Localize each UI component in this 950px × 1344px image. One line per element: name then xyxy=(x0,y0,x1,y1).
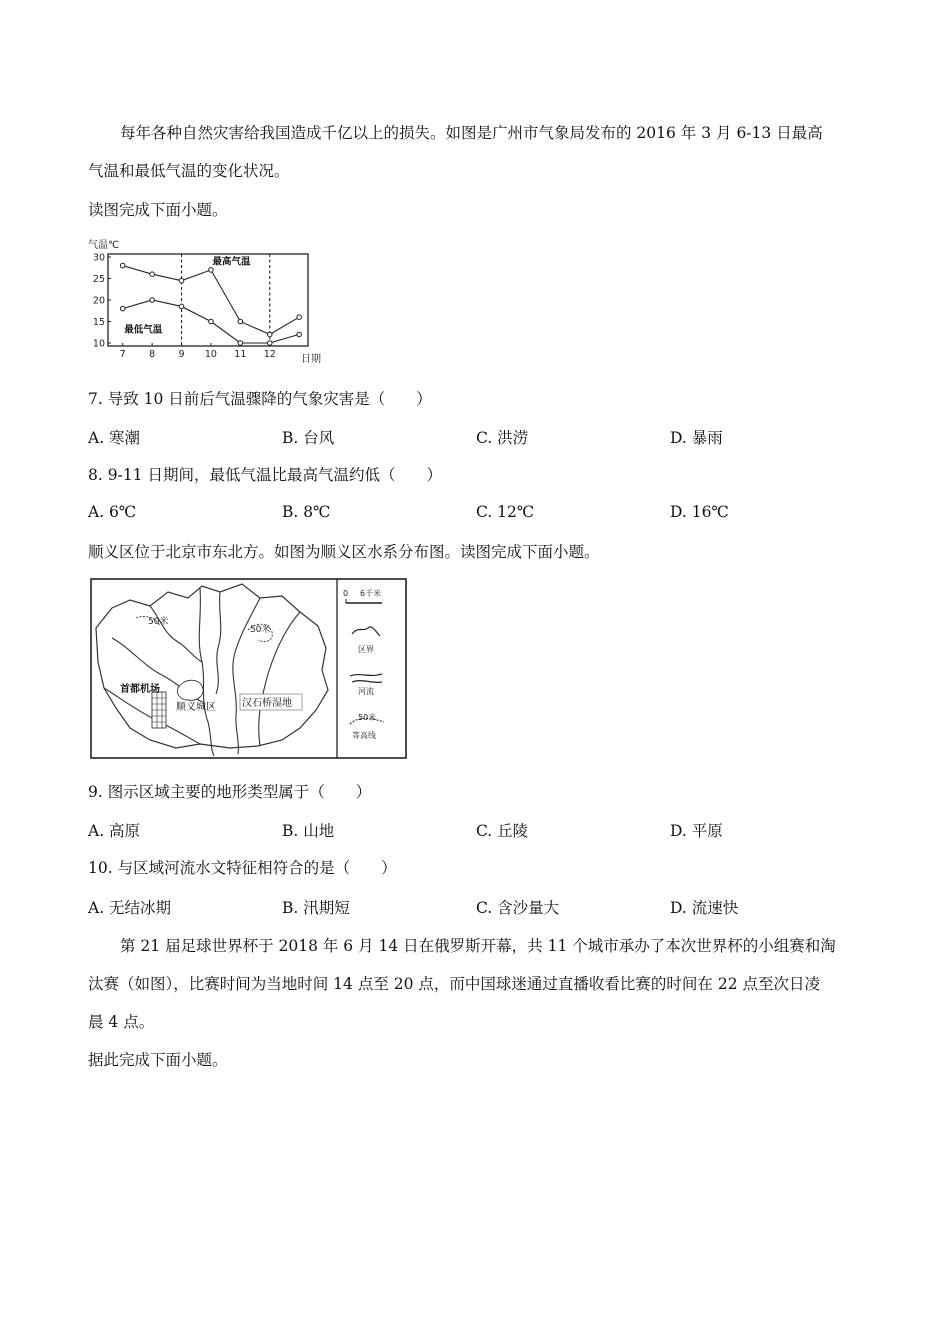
data-point xyxy=(209,319,214,324)
q10-option-b[interactable]: B. 汛期短 xyxy=(282,899,350,917)
intro1-line3: 读图完成下面小题。 xyxy=(88,201,228,219)
x-tick-label: 10 xyxy=(204,349,217,360)
scale-distance: 6千米 xyxy=(360,589,382,598)
temperature-chart xyxy=(88,236,328,368)
x-axis-label: 日期 xyxy=(301,354,321,365)
x-tick-label: 11 xyxy=(234,349,247,360)
q7-option-c[interactable]: C. 洪涝 xyxy=(476,429,529,447)
q9-option-c[interactable]: C. 丘陵 xyxy=(476,822,529,840)
intro3-line4: 据此完成下面小题。 xyxy=(88,1051,228,1069)
q9-stem: 9. 图示区域主要的地形类型属于（ ） xyxy=(88,783,372,801)
label-city: 顺义城区 xyxy=(176,702,216,713)
q10-options xyxy=(88,896,868,918)
q7-option-b[interactable]: B. 台风 xyxy=(282,429,335,447)
series-label: 最高气温 xyxy=(212,256,251,268)
label-wetland: 汉石桥湿地 xyxy=(242,698,292,709)
q9-option-b[interactable]: B. 山地 xyxy=(282,822,335,840)
data-point xyxy=(297,332,302,337)
intro3-line2: 汰赛（如图），比赛时间为当地时间 14 点至 20 点，而中国球迷通过直播收看比赛的时间在 22 点至次日凌 xyxy=(88,975,820,993)
legend-boundary-label: 区界 xyxy=(358,645,374,654)
x-tick-label: 8 xyxy=(149,349,156,360)
q7-stem: 7. 导致 10 日前后气温骤降的气象灾害是（ ） xyxy=(88,390,432,408)
x-tick-label: 9 xyxy=(178,349,185,360)
q10-option-d[interactable]: D. 流速快 xyxy=(670,899,739,917)
q7-options xyxy=(88,426,868,448)
intro2: 顺义区位于北京市东北方。如图为顺义区水系分布图。读图完成下面小题。 xyxy=(88,543,600,561)
q8-option-b[interactable]: B. 8℃ xyxy=(282,503,331,521)
data-point xyxy=(238,341,243,346)
series-label: 最低气温 xyxy=(124,324,163,336)
intro3-line3: 晨 4 点。 xyxy=(88,1013,155,1031)
q10-option-c[interactable]: C. 含沙量大 xyxy=(476,899,560,917)
q9-options xyxy=(88,819,868,841)
data-point xyxy=(238,319,243,324)
q10-stem: 10. 与区域河流水文特征相符合的是（ ） xyxy=(88,859,397,877)
scale-zero: 0 xyxy=(343,589,349,598)
data-point xyxy=(267,332,272,337)
data-point xyxy=(179,278,184,283)
data-point xyxy=(150,272,155,277)
y-tick-label: 20 xyxy=(92,295,105,307)
contour-label-left: 50米 xyxy=(148,617,169,627)
q9-option-d[interactable]: D. 平原 xyxy=(670,822,723,840)
data-point xyxy=(179,304,184,309)
q8-option-a[interactable]: A. 6℃ xyxy=(88,503,137,521)
legend-river-label: 河流 xyxy=(358,687,374,696)
data-point xyxy=(150,298,155,303)
intro1-line2: 气温和最低气温的变化状况。 xyxy=(88,162,290,180)
q7-option-d[interactable]: D. 暴雨 xyxy=(670,429,723,447)
q8-option-d[interactable]: D. 16℃ xyxy=(670,503,729,521)
y-axis-label: 气温℃ xyxy=(88,240,120,251)
y-tick-label: 25 xyxy=(92,274,105,285)
data-point xyxy=(209,268,214,273)
data-point xyxy=(120,263,125,268)
y-tick-label: 15 xyxy=(92,317,105,328)
q8-options xyxy=(88,503,868,525)
y-tick-label: 30 xyxy=(92,252,105,264)
q9-option-a[interactable]: A. 高原 xyxy=(88,822,141,840)
q8-option-c[interactable]: C. 12℃ xyxy=(476,503,535,521)
intro1-line1: 每年各种自然灾害给我国造成千亿以上的损失。如图是广州市气象局发布的 2016 年 3 月 6-13 日最高 xyxy=(120,124,823,142)
legend-contour-value: 50米 xyxy=(358,713,377,722)
q10-option-a[interactable]: A. 无结冰期 xyxy=(88,899,172,917)
label-airport: 首都机场 xyxy=(120,684,160,695)
y-tick-label: 10 xyxy=(92,338,105,350)
data-point xyxy=(267,341,272,346)
data-point xyxy=(297,315,302,320)
x-tick-label: 12 xyxy=(263,349,276,360)
x-tick-label: 7 xyxy=(119,349,126,360)
intro3-line1: 第 21 届足球世界杯于 2018 年 6 月 14 日在俄罗斯开幕，共 11 个城市承办了本次世界杯的小组赛和淘 xyxy=(120,937,836,955)
chart-plot-layer xyxy=(93,253,302,361)
shunyi-water-map xyxy=(90,578,408,760)
data-point xyxy=(120,306,125,311)
legend-contour-label: 等高线 xyxy=(352,731,376,740)
contour-label-right: 50米 xyxy=(250,625,271,635)
q7-option-a[interactable]: A. 寒潮 xyxy=(88,429,141,447)
q8-stem: 8. 9-11 日期间，最低气温比最高气温约低（ ） xyxy=(88,466,442,484)
